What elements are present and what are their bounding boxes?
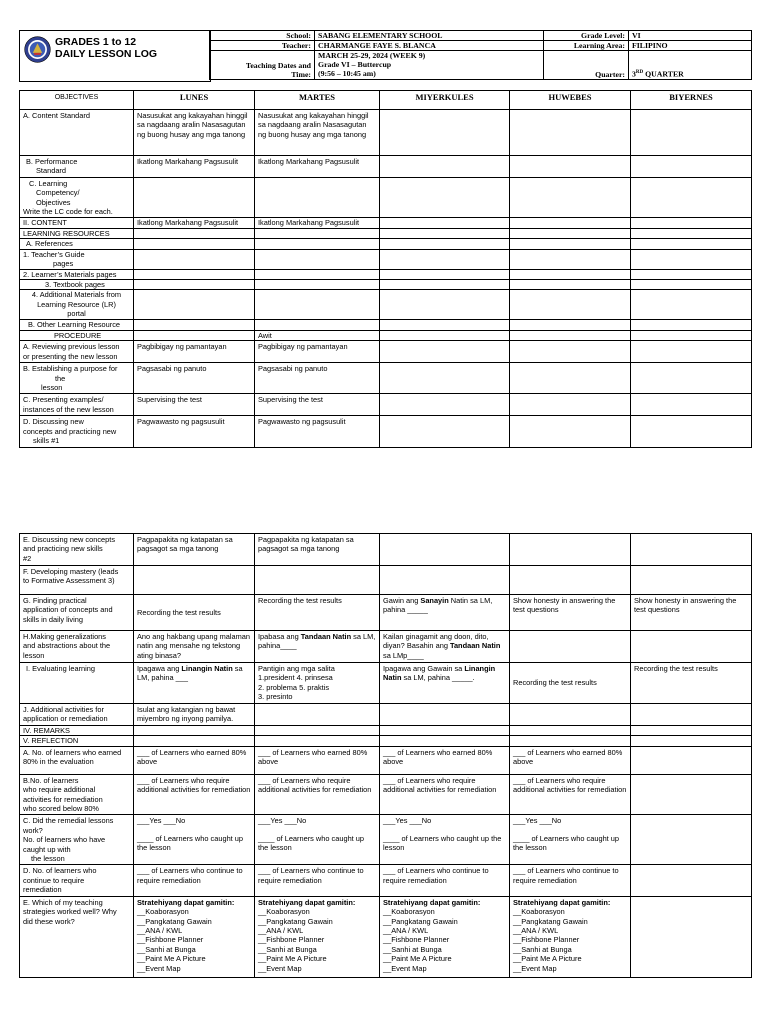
section-label: IV. REMARKS (20, 726, 134, 736)
row-label-line: portal (67, 309, 86, 319)
cell-text (510, 815, 631, 865)
form-title-line2: DAILY LESSON LOG (55, 48, 158, 60)
quarter-ordinal: RD (635, 70, 644, 76)
cell-text: ___ of Learners who require additional activities for remediation (255, 774, 380, 815)
cell-text: ___ of Learners who require additional activities for remediation (510, 774, 631, 815)
row-label-line: skills in daily living (23, 614, 83, 624)
strategy-item: __Sanhi at Bunga (258, 944, 317, 954)
grade-level-label: Grade Level: (544, 31, 629, 41)
strategy-item: __Fishbone Planner (137, 935, 204, 945)
cell-text: Recording the test results (255, 595, 380, 631)
row-label (20, 156, 134, 178)
cell-text: Pagbibigay ng pamantayan (255, 341, 380, 363)
row-label-line: lesson (23, 650, 45, 660)
row-label: A. References (20, 239, 134, 249)
row-label-line: 80% in the evaluation (23, 757, 94, 767)
cell-text: Pagpapakita ng katapatan sa pagsagot sa mga tanong (134, 534, 255, 566)
table-row (20, 631, 752, 663)
row-label-line: Write the LC code for each. (23, 207, 113, 217)
strategy-item: __Sanhi at Bunga (513, 944, 572, 954)
cell-text (380, 663, 510, 704)
table-row (20, 566, 752, 595)
cell-text-line: ____ of Learners who caught up the lesson (137, 833, 244, 853)
cell-text: Supervising the test (134, 394, 255, 416)
teaching-dates-value (315, 51, 544, 80)
row-label: I. Evaluating learning (20, 663, 134, 704)
row-label: 2. Learner’s Materials pages (20, 269, 134, 279)
quarter-value (629, 51, 752, 80)
cell-text-part: sa LM, pahina ___ (137, 664, 243, 683)
table-row (20, 746, 752, 774)
cell-text (380, 631, 510, 663)
row-label-line: to Formative Assessment 3) (23, 576, 115, 586)
row-label-line: E. Discussing new concepts (23, 535, 116, 544)
cell-text: Ano ang hakbang upang malaman natin ang mensahe ng tekstong ating binasa? (134, 631, 255, 663)
row-label-line: the (55, 373, 66, 383)
table-row (20, 110, 752, 156)
cell-text: Nasusukat ang kakayahan hinggil sa nagdaang aralin Nasasagutan ng buong husay ang mga tanong (134, 110, 255, 156)
table-row (20, 534, 752, 566)
table-row (20, 704, 752, 726)
cell-text-bold: Linangin Natin (181, 664, 233, 673)
school-label: School: (210, 31, 315, 41)
title-box (19, 30, 211, 82)
table-row (20, 896, 752, 977)
cell-text: ___ of Learners who continue to require remediation (510, 865, 631, 896)
section-label: II. CONTENT (20, 218, 134, 228)
row-label (20, 341, 134, 363)
cell-text: Supervising the test (255, 394, 380, 416)
strategies-cell (255, 896, 380, 977)
cell-text-line: ____ of Learners who caught up the lesson (383, 833, 502, 853)
strategy-item: __Paint Me A Picture (137, 954, 206, 964)
section-label: PROCEDURE (20, 330, 134, 340)
cell-text (255, 631, 380, 663)
cell-text-part: Gawin ang (383, 596, 421, 605)
row-label-line: instances of the new lesson (23, 404, 114, 414)
section-label: V. REFLECTION (20, 736, 134, 746)
cell-text: Pagsasabi ng panuto (134, 363, 255, 394)
learning-area-label: Learning Area: (544, 41, 629, 51)
cell-text: Isulat ang katangian ng bawat miyembro ng inyong pamilya. (134, 704, 255, 726)
table-row (20, 416, 752, 448)
row-label-line: No. of learners who have (23, 835, 106, 845)
cell-text: ___ of Learners who earned 80% above (380, 746, 510, 774)
table-row (20, 239, 752, 249)
strategy-item: __Fishbone Planner (258, 935, 325, 945)
section-label: LEARNING RESOURCES (20, 228, 134, 238)
row-label: 3. Textbook pages (20, 280, 134, 290)
cell-text (380, 815, 510, 865)
table-row (20, 595, 752, 631)
cell-text: Show honesty in answering the test questions (510, 595, 631, 631)
strategies-title: Stratehiyang dapat gamitin: (258, 897, 356, 907)
cell-text: Ikatlong Markahang Pagsusulit (255, 218, 380, 228)
row-label: A. Content Standard (20, 110, 134, 156)
cell-text: Ikatlong Markahang Pagsusulit (134, 218, 255, 228)
table-row (20, 663, 752, 704)
table-row (20, 280, 752, 290)
cell-text (255, 663, 380, 704)
cell-text-part: sa LMp____ (383, 650, 424, 660)
row-label-line: B.No. of learners (23, 775, 79, 785)
cell-text: ___ of Learners who continue to require remediation (134, 865, 255, 896)
cell-text: Awit (255, 330, 380, 340)
row-label (20, 774, 134, 815)
cell-text-line: ___Yes ___No (137, 816, 186, 826)
row-label-line: E. Which of my teaching (23, 897, 103, 907)
row-label-line: did these work? (23, 916, 75, 926)
header-info-table (209, 30, 752, 80)
table-row (20, 815, 752, 865)
strategy-item: __Fishbone Planner (513, 935, 580, 945)
row-label-line: and practicing new skills (23, 544, 103, 554)
row-label-line: 4. Additional Materials from (31, 290, 122, 300)
row-label-line: work? (23, 825, 43, 835)
cell-text: ___ of Learners who continue to require remediation (255, 865, 380, 896)
strategy-item: __ANA / KWL (383, 925, 429, 935)
day-header-row (20, 91, 752, 110)
cell-text: Recording the test results (134, 595, 255, 631)
cell-text: ___ of Learners who earned 80% above (255, 746, 380, 774)
row-label (20, 865, 134, 896)
teaching-dates-label (210, 51, 315, 80)
cell-text: Pagpapakita ng katapatan sa pagsagot sa mga tanong (255, 534, 380, 566)
cell-text: Ikatlong Markahang Pagsusulit (255, 156, 380, 178)
row-label (20, 704, 134, 726)
row-label-line: 1. Teacher’s Guide (23, 249, 85, 259)
row-label-line: concepts and practicing new (23, 426, 117, 436)
strategy-item: __Pangkatang Gawain (258, 916, 333, 926)
cell-text-line: ___Yes ___No (383, 816, 432, 826)
teaching-dates-label-line2: Time: (291, 70, 311, 79)
strategy-item: __Koaborasyon (513, 907, 565, 917)
row-label-line: pages (53, 259, 74, 269)
strategies-title: Stratehiyang dapat gamitin: (513, 897, 611, 907)
strategy-item: __Pangkatang Gawain (383, 916, 458, 926)
cell-text-part: sa LM, pahina____ (258, 632, 376, 651)
row-label-line: Competency/ (36, 188, 80, 198)
row-label-line: G. Finding practical (23, 596, 87, 605)
strategy-item: __Pangkatang Gawain (137, 916, 212, 926)
row-label-line: application or remediation (23, 714, 108, 724)
row-label-line: D. No. of learners who (23, 866, 97, 876)
table-row (20, 156, 752, 178)
quarter-number: 3 (632, 70, 636, 79)
cell-text-part: Ipagawa ang Gawain sa (383, 664, 465, 673)
table-row (20, 290, 752, 320)
row-label-line: B. Performance (26, 157, 78, 166)
cell-text: ___ of Learners who earned 80% above (510, 746, 631, 774)
cell-text-line: 3. presinto (258, 692, 293, 702)
row-label-line: F. Developing mastery (leads (23, 567, 119, 576)
quarter-label: Quarter: (544, 51, 629, 80)
cell-text: Pagwawasto ng pagsusulit (255, 416, 380, 448)
day-header-huwebes: HUWEBES (510, 91, 631, 110)
cell-text-bold: Tandaan Natin (449, 641, 501, 651)
cell-text (134, 663, 255, 704)
school-value: SABANG ELEMENTARY SCHOOL (315, 31, 544, 41)
row-label-line: who require additional (23, 785, 96, 795)
cell-text (255, 815, 380, 865)
row-label-line: C. Presenting examples/ (23, 395, 104, 405)
table-row (20, 865, 752, 896)
strategy-item: __Sanhi at Bunga (137, 944, 196, 954)
row-label-line: J. Additional activities for (23, 705, 104, 714)
form-title-line1: GRADES 1 to 12 (55, 36, 137, 48)
table-row (20, 774, 752, 815)
cell-text-part: sa LM, pahina _____. (401, 673, 475, 683)
cell-text: Nasusukat ang kakayahan hinggil sa nagdaang aralin Nasasagutan ng buong husay ang mga tanong (255, 110, 380, 156)
cell-text-line: ____ of Learners who caught up the lesson (258, 833, 365, 853)
cell-text: ___ of Learners who earned 80% above (134, 746, 255, 774)
table-row (20, 320, 752, 330)
cell-text: ___ of Learners who require additional activities for remediation (134, 774, 255, 815)
row-label-line: application of concepts and (23, 605, 113, 615)
strategy-item: __Fishbone Planner (383, 935, 450, 945)
cell-text-line: Pantigin ang mga salita (258, 664, 335, 673)
row-label-line: activities for remediation (23, 794, 103, 804)
cell-text (380, 595, 510, 631)
teaching-dates-line2: Grade VI – Buttercup (318, 60, 392, 69)
strategies-cell (380, 896, 510, 977)
row-label-line: and abstractions about the (23, 641, 111, 651)
teacher-label: Teacher: (210, 41, 315, 51)
row-label: B. Other Learning Resource (20, 320, 134, 330)
teaching-dates-line1: MARCH 25-29, 2024 (WEEK 9) (318, 51, 426, 60)
cell-text-part: Kailan ginagamit ang doon, dito, diyan? Basahin ang (383, 632, 489, 651)
table-row (20, 736, 752, 746)
cell-text: Recording the test results (510, 663, 631, 704)
strategy-item: __Paint Me A Picture (258, 954, 327, 964)
teaching-dates-label-line1: Teaching Dates and (245, 61, 311, 70)
row-label (20, 815, 134, 865)
table-row (20, 228, 752, 238)
cell-text (134, 815, 255, 865)
cell-text: Pagbibigay ng pamantayan (134, 341, 255, 363)
strategy-item: __ANA / KWL (513, 925, 559, 935)
strategy-item: __Event Map (137, 963, 181, 973)
strategies-cell (134, 896, 255, 977)
table-row (20, 330, 752, 340)
strategy-item: __Paint Me A Picture (383, 954, 452, 964)
row-label (20, 177, 134, 218)
row-label-line: C. Did the remedial lessons (23, 816, 114, 826)
cell-text-part: Ipagawa ang (137, 664, 182, 673)
table-row (20, 218, 752, 228)
row-label (20, 534, 134, 566)
strategies-title: Stratehiyang dapat gamitin: (383, 897, 481, 907)
teaching-dates-line3: (9:56 – 10:45 am) (318, 69, 376, 78)
table-row (20, 363, 752, 394)
cell-text: Pagsasabi ng panuto (255, 363, 380, 394)
row-label (20, 631, 134, 663)
table-row (20, 269, 752, 279)
teacher-value: CHARMANGE FAYE S. BLANCA (315, 41, 544, 51)
row-label (20, 290, 134, 320)
strategy-item: __Paint Me A Picture (513, 954, 582, 964)
row-label (20, 746, 134, 774)
row-label-line: C. Learning (29, 178, 68, 188)
cell-text-part: Natin sa LM, pahina _____ (383, 596, 493, 615)
strategy-item: __Sanhi at Bunga (383, 944, 442, 954)
cell-text: Show honesty in answering the test questions (631, 595, 752, 631)
row-label-line: strategies worked well? Why (23, 907, 117, 917)
row-label (20, 416, 134, 448)
lesson-log-table-page2 (19, 533, 752, 978)
row-label (20, 595, 134, 631)
cell-text: Ikatlong Markahang Pagsusulit (134, 156, 255, 178)
objectives-header: OBJECTIVES (20, 91, 134, 110)
table-row (20, 341, 752, 363)
strategy-item: __Pangkatang Gawain (513, 916, 588, 926)
row-label-line: Learning Resource (LR) (37, 299, 116, 309)
row-label-line: Standard (36, 166, 66, 176)
row-label-line: H.Making generalizations (23, 632, 106, 641)
row-label-line: who scored below 80% (23, 804, 100, 814)
row-label-line: or presenting the new lesson (23, 351, 118, 361)
day-header-lunes: LUNES (134, 91, 255, 110)
cell-text-bold: Sanayin (420, 596, 449, 605)
row-label-line: continue to require (23, 875, 85, 885)
row-label (20, 363, 134, 394)
strategy-item: __Koaborasyon (258, 907, 310, 917)
table-row (20, 177, 752, 218)
day-header-martes: MARTES (255, 91, 380, 110)
grade-level-value: VI (629, 31, 752, 41)
cell-text-bold: Tandaan Natin (300, 632, 352, 641)
cell-text-line: 1.president 4. prinsesa (258, 673, 333, 683)
day-header-miyerkules: MIYERKULES (380, 91, 510, 110)
row-label-line: A. No. of learners who earned (23, 747, 122, 757)
quarter-word: QUARTER (643, 70, 684, 79)
row-label (20, 896, 134, 977)
cell-text-line: ___Yes ___No (513, 816, 562, 826)
row-label (20, 566, 134, 595)
row-label-line: caught up with (23, 844, 71, 854)
strategy-item: __Koaborasyon (383, 907, 435, 917)
row-label (20, 394, 134, 416)
row-label (20, 249, 134, 269)
table-row (20, 726, 752, 736)
day-header-biyernes: BIYERNES (631, 91, 752, 110)
deped-seal-icon (24, 36, 51, 63)
row-label-line: D. Discussing new (23, 417, 84, 427)
row-label-line: Objectives (36, 197, 71, 207)
table-row (20, 249, 752, 269)
cell-text: ___ of Learners who require additional activities for remediation (380, 774, 510, 815)
cell-text: Recording the test results (631, 663, 752, 704)
table-row (20, 394, 752, 416)
cell-text-line: ____ of Learners who caught up the lesson (513, 833, 620, 853)
cell-text: ___ of Learners who continue to require remediation (380, 865, 510, 896)
learning-area-value: FILIPINO (629, 41, 752, 51)
lesson-log-table-page1 (19, 90, 752, 448)
strategies-title: Stratehiyang dapat gamitin: (137, 897, 235, 907)
strategy-item: __ANA / KWL (137, 925, 183, 935)
row-label-line: the lesson (31, 854, 65, 864)
row-label-line: skills #1 (33, 435, 60, 445)
row-label-line: remediation (23, 885, 62, 895)
strategy-item: __Event Map (383, 963, 427, 973)
cell-text-bold: Linangin Natin (383, 664, 496, 683)
row-label-line: #2 (23, 553, 32, 563)
row-label-line: A. Reviewing previous lesson (23, 342, 120, 352)
strategy-item: __Event Map (513, 963, 557, 973)
row-label-line: B. Establishing a purpose for (23, 364, 118, 374)
row-label-line: lesson (41, 382, 63, 392)
strategy-item: __Koaborasyon (137, 907, 189, 917)
cell-text: Pagwawasto ng pagsusulit (134, 416, 255, 448)
strategies-cell (510, 896, 631, 977)
strategy-item: __Event Map (258, 963, 302, 973)
cell-text-line: 2. problema 5. praktis (258, 682, 330, 692)
cell-text-part: Ipabasa ang (258, 632, 301, 641)
cell-text-line: ___Yes ___No (258, 816, 307, 826)
strategy-item: __ANA / KWL (258, 925, 304, 935)
